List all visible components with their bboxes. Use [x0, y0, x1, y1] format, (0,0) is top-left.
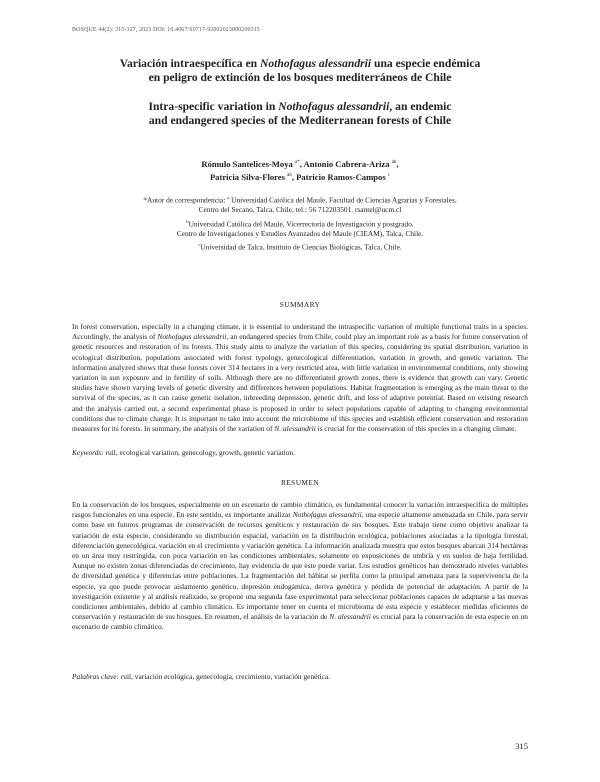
author-affiliation-mark: ab: [391, 160, 397, 165]
summary-keywords: Keywords: ruil, ecological variation, genecology, growth, genetic variation.: [72, 448, 295, 457]
title-english-species: Nothofagus alessandrii: [278, 100, 390, 113]
summary-text: In forest conservation, especially in a changing climate, it is essential to understand the intraspecific variation of multiple functional traits in a species. Accordingly, the analysis of Nothofagus alessandrii, an endangered species from Chile, could play an important role as a basis for future conservation of genetic resources and restoration of its forests. This study aims to analyze the variation of this species, considering its spatial distribution, variation in ecological distribution, populations associated with forest typology, genecological differentiation, variation in growth, and genetic variation. The information analyzed shows that these forests cover 314 hectares in a very restricted area, with little variation in environmental conditions, only showing variation in sun exposure and in fertility of soils. Although there are no differentiated growth zones, there is evidence that growth can vary. Genetic studies have shown varying levels of genetic diversity and differences between populations. Habitat fragmentation is emerging as the main threat to the survival of the species, as it can cause genetic isolation, inbreeding depression, genetic drift, and loss of adaptive potential. Based on existing research and the analysis carried out, a second experimental phase is proposed in order to select populations capable of adapting to changing environmental conditions due to climate change. It is important to take into account the microbiome of this species and establish efficient conservation and restoration measures for its forests. In summary, the analysis of the variation of N. alessandrii is crucial for the conservation of this species in a changing climate.: [72, 322, 528, 434]
page-number: 315: [515, 741, 528, 751]
resumen-keywords: Palabras clave: ruil, variación ecológica, genecología, crecimiento, variación genética.: [72, 672, 330, 681]
resumen-heading: RESUMEN: [280, 478, 320, 487]
author-name: Patricio Ramos-Campos: [296, 171, 386, 182]
palabras-clave-label: Palabras clave:: [72, 672, 119, 681]
journal-citation: BOSQUE 44(2): 315-327, 2023 DOI: 10.4067/S0717-92002023000200315: [72, 27, 260, 33]
author-list: Rómulo Santelices-Moya $^{a*}$, Antonio Cabrera-Ariza $^{ab}$, Patricia Silva-Flores $^{ab}$, Patricio Ramos-Campos $^c$: [201, 158, 399, 182]
title-english: Intra-specific variation in Nothofagus alessandrii, an endemic and endangered species of the Mediterranean forests of Chile: [148, 100, 452, 127]
author-affiliation-mark: ab: [287, 172, 292, 178]
summary-heading: SUMMARY: [279, 300, 321, 309]
author-affiliation-mark: a*: [294, 160, 300, 165]
affiliation-c: $^c$Universidad de Talca, Instituto de Ciencias Biológicas, Talca, Chile.: [198, 242, 402, 252]
author-name: Rómulo Santelices-Moya: [201, 158, 293, 169]
author-name: Patricia Silva-Flores: [209, 171, 285, 182]
author-affiliation-mark: c: [387, 172, 391, 178]
author-name: Antonio Cabrera-Ariza: [303, 158, 390, 169]
title-spanish: Variación intraespecífica en Nothofagus alessandrii una especie endémica en peligro de extinción de los bosques mediterráneos de Chile: [119, 57, 481, 84]
corresponding-contact: Centro del Secano, Talca, Chile, tel.: 56 712203501. rsantel@ucm.cl: [198, 205, 402, 215]
keywords-label: Keywords:: [72, 448, 104, 457]
title-spanish-species: Nothofagus alessandrii: [259, 57, 372, 70]
affiliation-b: $^b$Universidad Católica del Maule, Vicerrectoría de Investigación y postgrado, Centro de Investigaciones y Estudios Avanzados del Maule (CIEAM), Talca, Chile.: [176, 219, 424, 239]
resumen-text: En la conservación de los bosques, especialmente en un escenario de cambio climático, es fundamental conocer la variación intraespecífica de múltiples rasgos funcionales en una especie. En este sentido, es importante analizar Nothofagus alessandrii, una especie altamente amenazada en Chile, para servir como base en futuros programas de conservación de recursos genéticos y restauración de sus bosques. Este trabajo tiene como objetivo analizar la variación de esta especie, considerando su distribución espacial, variación en la distribución ecológica, poblaciones asociadas a la tipología forestal, diferenciación genecológica, variación en el crecimiento y variación genética. La información analizada muestra que estos bosques abarcan 314 hectáreas en un área muy restringida, con poca variación en las condiciones ambientales, solamente en exposiciones de umbría y en suelos de baja fertilidad. Aunque no existen zonas diferenciadas de crecimiento, hay evidencia de que este puede variar. Los estudios genéticos han demostrado niveles variables de diversidad genética y diferencias entre poblaciones. La fragmentación del hábitat se perfila como la principal amenaza para la supervivencia de la especie, ya que puede provocar aislamiento genético, depresión endogámica, deriva genética y pérdida de potencial de adaptación. A partir de la investigación existente y al análisis realizado, se propone una segunda fase experimental para seleccionar poblaciones capaces de adaptarse a las nuevas condiciones ambientales, debido al cambio climático. Es importante tener en cuenta el microbioma de esta especie y establecer medidas eficientes de conservación y restauración de sus bosques. En resumen, el análisis de la variación de N. alessandrii es crucial para la conservación de esta especie en un escenario de cambio climático.: [72, 500, 528, 632]
affiliation-a: *Autor de correspondencia: $^a$ Universidad Católica del Maule, Facultad de Ciencias Agrarias y Forestales, Centro del Secano, Talca, Chile, tel.: 56 712203501. rsantel@ucm.cl: [143, 195, 457, 215]
